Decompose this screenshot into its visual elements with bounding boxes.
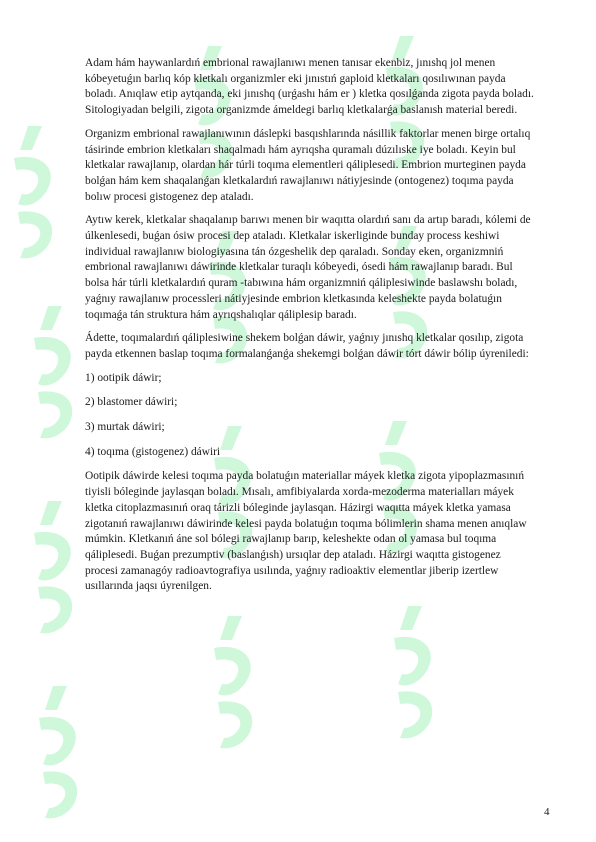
document-body bbox=[85, 56, 535, 603]
page-number: 4 bbox=[544, 806, 550, 818]
paragraph-2: Organizm embrional rawajlanıwının dáslepki basqıshlarında násillik faktorlar menen birge ortalıq tásirinde embrion kletkaları shaqalmadı hám ayrıqsha quramalı dúzılıske iye boladı. Keyin bul kletkalar rawajlanıp, olardan hár túrli toqıma elementleri qáliplesedi. Embrion murteginen payda bolǵan hám kem shaqalanǵan kletkalardıń rawajlanıwı nátiyjesinde (ontogenez) toqıma payda bolıw procesi gistogenez dep ataladı. bbox=[85, 127, 531, 203]
list-item-4: 4) toqıma (gistogenez) dáwiri bbox=[85, 445, 221, 458]
paragraph-4: Ádette, toqımalardıń qáliplesiwine shekem bolǵan dáwir, yaǵnıy jınıshq kletkalar qosılıp, zigota payda etkennen baslap toqıma formalanǵanǵa shekemgi bolǵan dáwir tórt dáwir bólip úyreniledi: bbox=[85, 332, 529, 360]
list-item-2: 2) blastomer dáwiri; bbox=[85, 396, 178, 409]
closing-paragraph: Ootipik dáwirde kelesi toqıma payda bolatuǵın materiallar máyek kletka zigota yipoplazmasınıń tiyisli bóleginde jaylasqan boladı. Mısalı, amfibiyalarda xorda-mezoderma materialları máyek kletka citoplazmasınıń oraq tárizli bóleginde jaylasqan. Házirgi waqıtta máyek kletka yamasa zigotanıń rawajlanıwı dáwirinde kelesi payda bolatuǵın toqıma bólimlerin shama menen anıqlaw múmkin. Kletkanıń áne sol bólegi rawajlanıp barıp, keleshekte odan ol yamasa bul toqıma qáliplesedi. Buǵan prezumptiv (baslanǵısh) ursıqlar dep ataladı. Házirgi waqıtta gistogenez procesi zamanagóy radioavtografiya usılında, yaǵnıy radioaktiv elementlar jiberip izertlew usıllarında jaqsı úyrenilgen. bbox=[85, 470, 527, 593]
paragraph-1: Adam hám haywanlardıń embrional rawajlanıwı menen tanısar ekenbiz, jınıshq jol menen kóbeyetuǵın barlıq kóp kletkalı organizmler eki jınıstıń gaploid kletkaları qosılıwınan payda boladı. Anıqlaw etip aytqanda, eki jınıshq (urǵashı hám er ) kletka qosılǵanda zigota payda boladı. Sitologiyadan belgili, zigota organizmde ámeldegi barlıq kletkalarǵa baslanısh material beredi. bbox=[85, 57, 534, 117]
paragraph-3: Aytıw kerek, kletkalar shaqalanıp barıwı menen bir waqıtta olardıń sanı da artıp baradı, kólemi de úlkenlesedi, buǵan ósiw procesi dep ataladı. Kletkalar iskerliginde bunday process keshiwi individual rawajlanıw biologiyasına tán ózgeshelik dep qaraladı. Sonday eken, organizmniń embrional rawajlanıwı dáwirinde kletkalar turaqlı kóbeyedi, ósedi hám rawajlanıp baradı. Bul bolsa hár túrli kletkalardıń quram -tabıwına hám organizmniń qáliplesiwinde baslawshı boladı, yaǵnıy rawajlanıw processleri nátiyjesinde embrion kletkasında keleshekte payda bolatuǵın toqımaǵa tán struktura hám ayrıqshalıqlar qáliplesip baradı. bbox=[85, 214, 531, 321]
list-item-1: 1) ootipik dáwir; bbox=[85, 371, 162, 384]
list-item-3: 3) murtak dáwiri; bbox=[85, 421, 165, 434]
